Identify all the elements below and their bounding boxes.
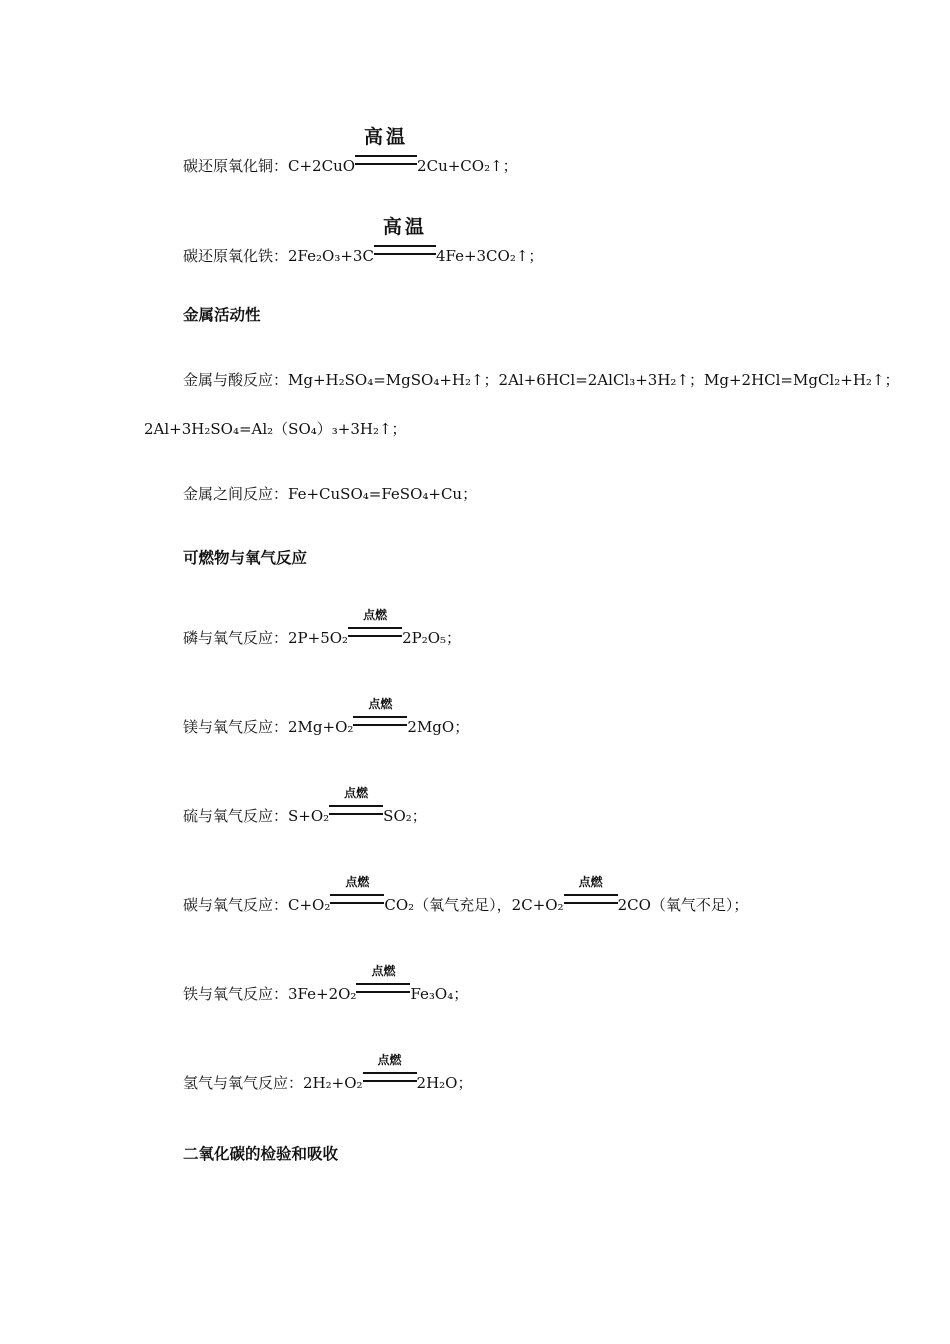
condition-label: 点燃 bbox=[344, 786, 369, 800]
equation-line bbox=[183, 216, 544, 266]
equation-line bbox=[183, 126, 518, 176]
text-line: 金属之间反应：Fe+CuSO₄=FeSO₄+Cu； bbox=[183, 485, 478, 503]
reaction-condition bbox=[348, 608, 402, 643]
condition-label: 点燃 bbox=[368, 697, 393, 711]
condition-label: 点燃 bbox=[363, 608, 388, 622]
equation-products: SO₂； bbox=[383, 807, 427, 825]
double-equals-sign bbox=[363, 1072, 417, 1082]
equation-products: 2P₂O₅； bbox=[402, 629, 462, 647]
equation-reactants: 2C+O₂ bbox=[511, 896, 564, 914]
condition-label: 点燃 bbox=[377, 1053, 402, 1067]
equation-products: 2Cu+CO₂↑； bbox=[417, 157, 518, 175]
equation-label: 硫与氧气反应： bbox=[183, 807, 289, 825]
equation-label: 碳与氧气反应： bbox=[183, 896, 289, 914]
section-heading: 二氧化碳的检验和吸收 bbox=[183, 1145, 339, 1163]
equation-reactants: 2H₂+O₂ bbox=[303, 1074, 363, 1092]
equation-label: 镁与氧气反应： bbox=[183, 718, 289, 736]
condition-label: 高温 bbox=[382, 216, 427, 238]
equation-products: 2H₂O； bbox=[416, 1074, 473, 1092]
equation-products: CO₂（氧气充足）， bbox=[384, 896, 512, 914]
equation-label: 碳还原氧化铜： bbox=[183, 157, 289, 175]
equation-reactants: 2Mg+O₂ bbox=[288, 718, 354, 736]
equation-reactants: S+O₂ bbox=[288, 807, 330, 825]
equation-line bbox=[183, 786, 427, 826]
text-line: 2Al+3H₂SO₄=Al₂（SO₄）₃+3H₂↑； bbox=[144, 420, 407, 438]
reaction-condition bbox=[356, 964, 410, 999]
equation-label: 碳还原氧化铁： bbox=[183, 247, 289, 265]
section-heading: 金属活动性 bbox=[183, 306, 261, 324]
equation-reactants: C+2CuO bbox=[288, 157, 356, 175]
equation-reactants: C+O₂ bbox=[288, 896, 331, 914]
section-heading: 可燃物与氧气反应 bbox=[183, 549, 308, 567]
double-equals-sign bbox=[353, 716, 407, 726]
equation-line bbox=[183, 697, 470, 737]
double-equals-sign bbox=[374, 245, 436, 255]
equation-reactants: 2Fe₂O₃+3C bbox=[288, 247, 374, 265]
equation-line bbox=[183, 1053, 473, 1093]
equation-line bbox=[183, 875, 749, 915]
equation-reactants: 3Fe+2O₂ bbox=[288, 985, 357, 1003]
equation-line bbox=[183, 964, 469, 1004]
equation-products: 2CO（氧气不足）； bbox=[617, 896, 749, 914]
equation-label: 铁与氧气反应： bbox=[183, 985, 289, 1003]
condition-label: 点燃 bbox=[345, 875, 370, 889]
reaction-condition bbox=[374, 216, 436, 261]
equation-reactants: 2P+5O₂ bbox=[288, 629, 349, 647]
text-line: 金属与酸反应：Mg+H₂SO₄=MgSO₄+H₂↑；2Al+6HCl=2AlCl₃+3H₂↑；Mg+2HCl=MgCl₂+H₂↑； bbox=[183, 371, 900, 389]
reaction-condition bbox=[355, 126, 417, 171]
reaction-condition bbox=[564, 875, 618, 910]
condition-label: 点燃 bbox=[578, 875, 603, 889]
equation-label: 磷与氧气反应： bbox=[183, 629, 289, 647]
equation-products: 4Fe+3CO₂↑； bbox=[435, 247, 544, 265]
reaction-condition bbox=[363, 1053, 417, 1088]
reaction-condition bbox=[353, 697, 407, 732]
double-equals-sign bbox=[355, 155, 417, 165]
reaction-condition bbox=[330, 875, 384, 910]
equation-products: 2MgO； bbox=[407, 718, 470, 736]
reaction-condition bbox=[329, 786, 383, 821]
double-equals-sign bbox=[330, 894, 384, 904]
condition-label: 高温 bbox=[364, 126, 409, 148]
equation-line bbox=[183, 608, 462, 648]
condition-label: 点燃 bbox=[371, 964, 396, 978]
equation-products: Fe₃O₄； bbox=[410, 985, 469, 1003]
equation-label: 氢气与氧气反应： bbox=[183, 1074, 304, 1092]
double-equals-sign bbox=[329, 805, 383, 815]
double-equals-sign bbox=[348, 627, 402, 637]
double-equals-sign bbox=[356, 983, 410, 993]
double-equals-sign bbox=[564, 894, 618, 904]
